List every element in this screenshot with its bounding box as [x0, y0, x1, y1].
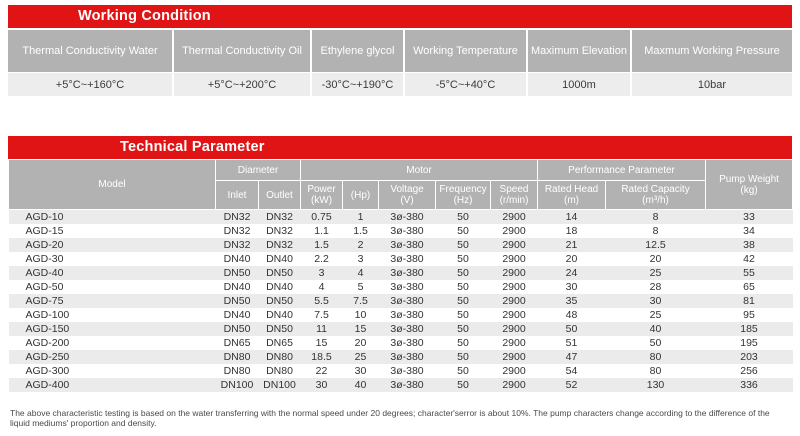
- value-cell: 40: [649, 323, 662, 335]
- model-cell: AGD-20: [25, 239, 64, 251]
- motor-group-header: Motor: [301, 160, 538, 181]
- value-cell: 3ø-380: [390, 337, 424, 349]
- value-cell: 33: [743, 211, 755, 223]
- value-cell: 3: [357, 253, 364, 265]
- value-cell: DN40: [223, 281, 251, 293]
- value-cell: DN32: [223, 239, 251, 251]
- model-cell: AGD-300: [25, 365, 70, 377]
- value-cell: 14: [565, 211, 578, 223]
- value-cell: DN80: [266, 351, 293, 363]
- model-cell: AGD-100: [25, 309, 70, 321]
- value-cell: 30: [565, 281, 578, 293]
- model-cell: AGD-10: [25, 211, 64, 223]
- value-cell: 2900: [502, 281, 526, 293]
- diameter-group-header: Diameter: [216, 160, 301, 181]
- model-cell: AGD-200: [25, 337, 70, 349]
- value-cell: 30: [649, 295, 662, 307]
- value-cell: 50: [457, 365, 469, 377]
- value-cell: 81: [743, 295, 755, 307]
- model-cell: AGD-75: [25, 295, 64, 307]
- value-cell: 2900: [502, 365, 526, 377]
- value-cell: 15: [315, 337, 328, 349]
- value-cell: 3ø-380: [390, 309, 424, 321]
- table-row: [9, 266, 793, 280]
- value-cell: 2900: [502, 253, 526, 265]
- model-cell: AGD-50: [25, 281, 64, 293]
- condition-header-cell: Thermal Conductivity Water: [8, 30, 172, 72]
- value-cell: DN40: [223, 309, 251, 321]
- table-row: [9, 378, 793, 392]
- value-cell: 2900: [502, 211, 526, 223]
- value-cell: DN50: [266, 323, 293, 335]
- frequency-column-header: Frequency (Hz): [436, 181, 491, 210]
- value-cell: DN80: [223, 365, 251, 377]
- value-cell: 2900: [502, 239, 526, 251]
- rated-capacity-column-header: Rated Capacity (m³/h): [606, 181, 706, 210]
- value-cell: 256: [740, 365, 758, 377]
- value-cell: 2900: [502, 309, 526, 321]
- hp-column-header: (Hp): [343, 181, 379, 210]
- value-cell: 3ø-380: [390, 267, 424, 279]
- technical-parameter-title: [8, 136, 792, 159]
- value-cell: 3ø-380: [390, 365, 424, 377]
- value-cell: 3: [318, 267, 325, 279]
- value-cell: 18: [565, 225, 578, 237]
- value-cell: 203: [740, 351, 758, 363]
- value-cell: DN32: [223, 211, 251, 223]
- value-cell: 2900: [502, 295, 526, 307]
- value-cell: 50: [565, 323, 578, 335]
- table-row: [9, 224, 793, 238]
- value-cell: 2900: [502, 351, 526, 363]
- value-cell: DN65: [266, 337, 293, 349]
- model-cell: AGD-15: [25, 225, 64, 237]
- table-row: [9, 308, 793, 322]
- technical-rows: [9, 210, 793, 393]
- value-cell: 2: [357, 239, 364, 251]
- value-cell: 3ø-380: [390, 211, 424, 223]
- value-cell: 12.5: [645, 239, 666, 251]
- working-condition-header-row: [8, 28, 792, 72]
- value-cell: 25: [354, 351, 367, 363]
- value-cell: DN100: [220, 379, 254, 391]
- model-cell: AGD-150: [25, 323, 70, 335]
- value-cell: 50: [457, 225, 469, 237]
- value-cell: 1.5: [353, 225, 368, 237]
- value-cell: 30: [315, 379, 328, 391]
- value-cell: 3ø-380: [390, 281, 424, 293]
- value-cell: 4: [318, 281, 325, 293]
- value-cell: DN50: [266, 295, 293, 307]
- value-cell: 50: [457, 211, 469, 223]
- value-cell: 2900: [502, 267, 526, 279]
- condition-header-cell: Working Temperature: [403, 30, 526, 72]
- value-cell: 3ø-380: [390, 239, 424, 251]
- value-cell: 80: [649, 365, 662, 377]
- value-cell: DN50: [223, 295, 251, 307]
- value-cell: DN80: [223, 351, 251, 363]
- value-cell: 15: [354, 323, 367, 335]
- value-cell: DN40: [266, 281, 293, 293]
- condition-value-cell: 10bar: [630, 72, 792, 96]
- value-cell: DN32: [266, 225, 293, 237]
- outlet-column-header: Outlet: [259, 181, 301, 210]
- group-header-row: [9, 160, 793, 181]
- speed-column-header: Speed (r/min): [491, 181, 538, 210]
- value-cell: 3ø-380: [390, 253, 424, 265]
- table-row: [9, 336, 793, 350]
- spec-table: [8, 159, 793, 392]
- value-cell: 80: [649, 351, 662, 363]
- value-cell: 0.75: [311, 211, 332, 223]
- table-row: [9, 280, 793, 294]
- pump-weight-column-header: [706, 160, 793, 210]
- value-cell: 50: [457, 295, 469, 307]
- value-cell: 195: [740, 337, 758, 349]
- value-cell: 30: [354, 365, 367, 377]
- value-cell: 8: [652, 225, 659, 237]
- value-cell: 8: [652, 211, 659, 223]
- value-cell: 22: [315, 365, 328, 377]
- value-cell: 42: [743, 253, 755, 265]
- value-cell: 38: [743, 239, 755, 251]
- value-cell: 3ø-380: [390, 323, 424, 335]
- value-cell: 25: [649, 309, 662, 321]
- model-cell: AGD-250: [25, 351, 70, 363]
- condition-header-cell: Ethylene glycol: [310, 30, 403, 72]
- spec-table-header: [9, 160, 793, 210]
- value-cell: 1.5: [314, 239, 329, 251]
- value-cell: 10: [354, 309, 367, 321]
- value-cell: 50: [457, 253, 469, 265]
- value-cell: 55: [743, 267, 755, 279]
- condition-value-cell: -30°C~+190°C: [310, 72, 403, 96]
- value-cell: 24: [565, 267, 578, 279]
- technical-parameter-title-text: Technical Parameter: [120, 139, 265, 155]
- working-condition-title-text: Working Condition: [78, 8, 211, 24]
- condition-header-cell: Maxmum Working Pressure: [630, 30, 792, 72]
- value-cell: 1.1: [314, 225, 329, 237]
- value-cell: 21: [565, 239, 578, 251]
- model-cell: AGD-40: [25, 267, 64, 279]
- value-cell: DN50: [266, 267, 293, 279]
- condition-header-cell: Thermal Conductivity Oil: [172, 30, 310, 72]
- condition-value-cell: +5°C~+200°C: [172, 72, 310, 96]
- value-cell: 34: [743, 225, 755, 237]
- value-cell: 1: [357, 211, 364, 223]
- value-cell: 185: [740, 323, 758, 335]
- value-cell: DN40: [223, 253, 251, 265]
- value-cell: 3ø-380: [390, 379, 424, 391]
- value-cell: DN32: [223, 225, 251, 237]
- value-cell: 20: [649, 253, 662, 265]
- value-cell: DN65: [223, 337, 251, 349]
- value-cell: DN50: [223, 267, 251, 279]
- technical-parameter-section: [8, 136, 792, 392]
- condition-value-cell: 1000m: [526, 72, 630, 96]
- model-cell: AGD-400: [25, 379, 70, 391]
- value-cell: 50: [457, 239, 469, 251]
- value-cell: 2.2: [314, 253, 329, 265]
- footnote: The above characteristic testing is based on the water transferring with the normal speed under 20 degrees; character'serror is about 10%. The pump characters change according to the difference of the liquid mediums' proportion and density.: [10, 408, 770, 428]
- value-cell: DN40: [266, 253, 293, 265]
- value-cell: 18.5: [311, 351, 332, 363]
- value-cell: 336: [740, 379, 758, 391]
- value-cell: 50: [457, 267, 469, 279]
- table-row: [9, 252, 793, 266]
- value-cell: 50: [457, 379, 469, 391]
- working-condition-section: [8, 5, 792, 96]
- value-cell: DN50: [223, 323, 251, 335]
- working-condition-title: [8, 5, 792, 28]
- value-cell: 28: [649, 281, 662, 293]
- value-cell: 130: [646, 379, 665, 391]
- condition-value-cell: +5°C~+160°C: [8, 72, 172, 96]
- value-cell: DN32: [266, 239, 293, 251]
- pump-weight-unit: (kg): [740, 184, 758, 196]
- working-condition-value-row: [8, 72, 792, 96]
- value-cell: 50: [649, 337, 662, 349]
- table-row: [9, 364, 793, 378]
- value-cell: 2900: [502, 225, 526, 237]
- inlet-column-header: Inlet: [216, 181, 259, 210]
- value-cell: DN40: [266, 309, 293, 321]
- table-row: [9, 238, 793, 252]
- value-cell: 5.5: [314, 295, 329, 307]
- value-cell: 3ø-380: [390, 225, 424, 237]
- model-column-header: Model: [9, 160, 216, 210]
- value-cell: 95: [743, 309, 755, 321]
- value-cell: 35: [565, 295, 578, 307]
- table-row: [9, 322, 793, 336]
- value-cell: DN80: [266, 365, 293, 377]
- value-cell: 11: [316, 323, 327, 335]
- value-cell: 3ø-380: [390, 351, 424, 363]
- value-cell: 5: [357, 281, 364, 293]
- value-cell: 50: [457, 309, 469, 321]
- pump-weight-label: Pump Weight: [719, 173, 779, 185]
- rated-head-column-header: Rated Head (m): [538, 181, 606, 210]
- value-cell: 54: [565, 365, 578, 377]
- value-cell: 48: [565, 309, 578, 321]
- value-cell: DN100: [263, 379, 296, 391]
- value-cell: 50: [457, 337, 469, 349]
- table-row: [9, 210, 793, 225]
- voltage-column-header: Voltage (V): [379, 181, 436, 210]
- value-cell: 7.5: [353, 295, 368, 307]
- condition-header-cell: Maximum Elevation: [526, 30, 630, 72]
- value-cell: 51: [565, 337, 578, 349]
- performance-group-header: Performance Parameter: [538, 160, 706, 181]
- condition-value-cell: -5°C~+40°C: [403, 72, 526, 96]
- value-cell: 40: [354, 379, 367, 391]
- value-cell: 2900: [502, 323, 526, 335]
- value-cell: 4: [357, 267, 364, 279]
- value-cell: 50: [457, 351, 469, 363]
- power-column-header: Power (kW): [301, 181, 343, 210]
- value-cell: 47: [565, 351, 578, 363]
- table-row: [9, 294, 793, 308]
- value-cell: 65: [743, 281, 755, 293]
- value-cell: 20: [354, 337, 367, 349]
- value-cell: 2900: [502, 337, 526, 349]
- value-cell: 20: [565, 253, 578, 265]
- value-cell: 3ø-380: [390, 295, 424, 307]
- table-row: [9, 350, 793, 364]
- value-cell: 50: [457, 323, 469, 335]
- value-cell: 52: [565, 379, 578, 391]
- value-cell: 7.5: [314, 309, 329, 321]
- value-cell: DN32: [266, 211, 293, 223]
- value-cell: 25: [649, 267, 662, 279]
- value-cell: 2900: [502, 379, 526, 391]
- model-cell: AGD-30: [25, 253, 64, 265]
- value-cell: 50: [457, 281, 469, 293]
